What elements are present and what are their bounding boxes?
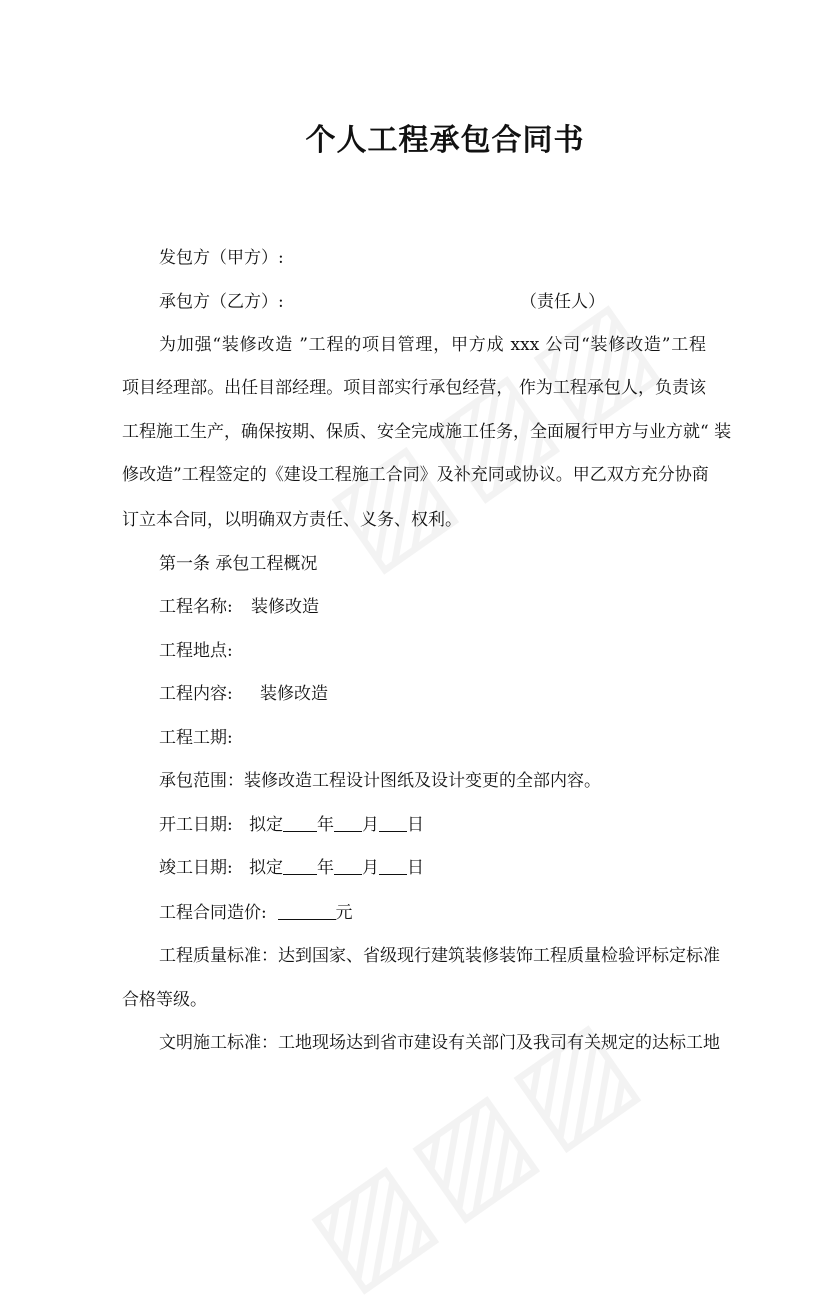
start-month-blank bbox=[334, 815, 362, 832]
project-content-label: 工程内容: bbox=[159, 684, 233, 704]
civil-line: 文明施工标准：工地现场达到省市建设有关部门及我司有关规定的达标工地 bbox=[159, 1033, 720, 1053]
party-a-label: 发包方（甲方）: bbox=[159, 248, 284, 268]
end-day-unit: 日 bbox=[406, 858, 424, 878]
quality-line: 工程质量标准：达到国家、省级现行建筑装修装饰工程质量检验评标定标准 bbox=[159, 946, 720, 966]
end-month-blank bbox=[334, 858, 362, 875]
intro-line: 订立本合同，以明确双方责任、义务、权利。 bbox=[122, 510, 462, 530]
price-unit: 元 bbox=[335, 903, 353, 923]
end-year-blank bbox=[283, 858, 317, 875]
end-year-unit: 年 bbox=[316, 858, 334, 878]
end-date-row bbox=[159, 853, 424, 878]
price-label: 工程合同造价: bbox=[159, 903, 267, 923]
price-row bbox=[159, 898, 353, 923]
party-b-label: 承包方（乙方）: bbox=[159, 292, 284, 312]
intro-line: 项目经理部。出任目部经理。项目部实行承包经营， 作为工程承包人，负责该 bbox=[122, 378, 706, 398]
end-date-prefix: 拟定 bbox=[248, 858, 283, 878]
start-date-prefix: 拟定 bbox=[248, 815, 283, 835]
end-day-blank bbox=[379, 858, 407, 875]
project-location-label: 工程地点: bbox=[159, 641, 233, 661]
start-day-blank bbox=[379, 815, 407, 832]
price-blank bbox=[278, 903, 336, 920]
party-b-responsible: （责任人） bbox=[520, 292, 605, 312]
start-date-row bbox=[159, 810, 424, 835]
intro-line: 修改造”工程签定的《建设工程施工合同》及补充同或协议。甲乙双方充分协商 bbox=[122, 465, 709, 485]
intro-line: 为加强“装修改造 ”工程的项目管理，甲方成 xxx 公司“装修改造”工程 bbox=[159, 335, 706, 355]
article-heading: 第一条 承包工程概况 bbox=[159, 554, 318, 574]
project-name-value: 装修改造 bbox=[251, 597, 319, 617]
start-day-unit: 日 bbox=[406, 815, 424, 835]
intro-line: 工程施工生产，确保按期、保质、安全完成施工任务，全面履行甲方与业方就“ 装 bbox=[122, 422, 732, 442]
project-duration-label: 工程工期: bbox=[159, 728, 233, 748]
project-content-value: 装修改造 bbox=[260, 684, 328, 704]
start-year-unit: 年 bbox=[316, 815, 334, 835]
end-date-label: 竣工日期: bbox=[159, 858, 233, 878]
quality-line: 合格等级。 bbox=[122, 990, 207, 1010]
document-title: 个人工程承包合同书 bbox=[305, 123, 585, 158]
scope-line: 承包范围：装修改造工程设计图纸及设计变更的全部内容。 bbox=[159, 771, 601, 791]
start-month-unit: 月 bbox=[361, 815, 379, 835]
end-month-unit: 月 bbox=[361, 858, 379, 878]
project-name-label: 工程名称: bbox=[159, 597, 233, 617]
start-year-blank bbox=[283, 815, 317, 832]
start-date-label: 开工日期: bbox=[159, 815, 233, 835]
